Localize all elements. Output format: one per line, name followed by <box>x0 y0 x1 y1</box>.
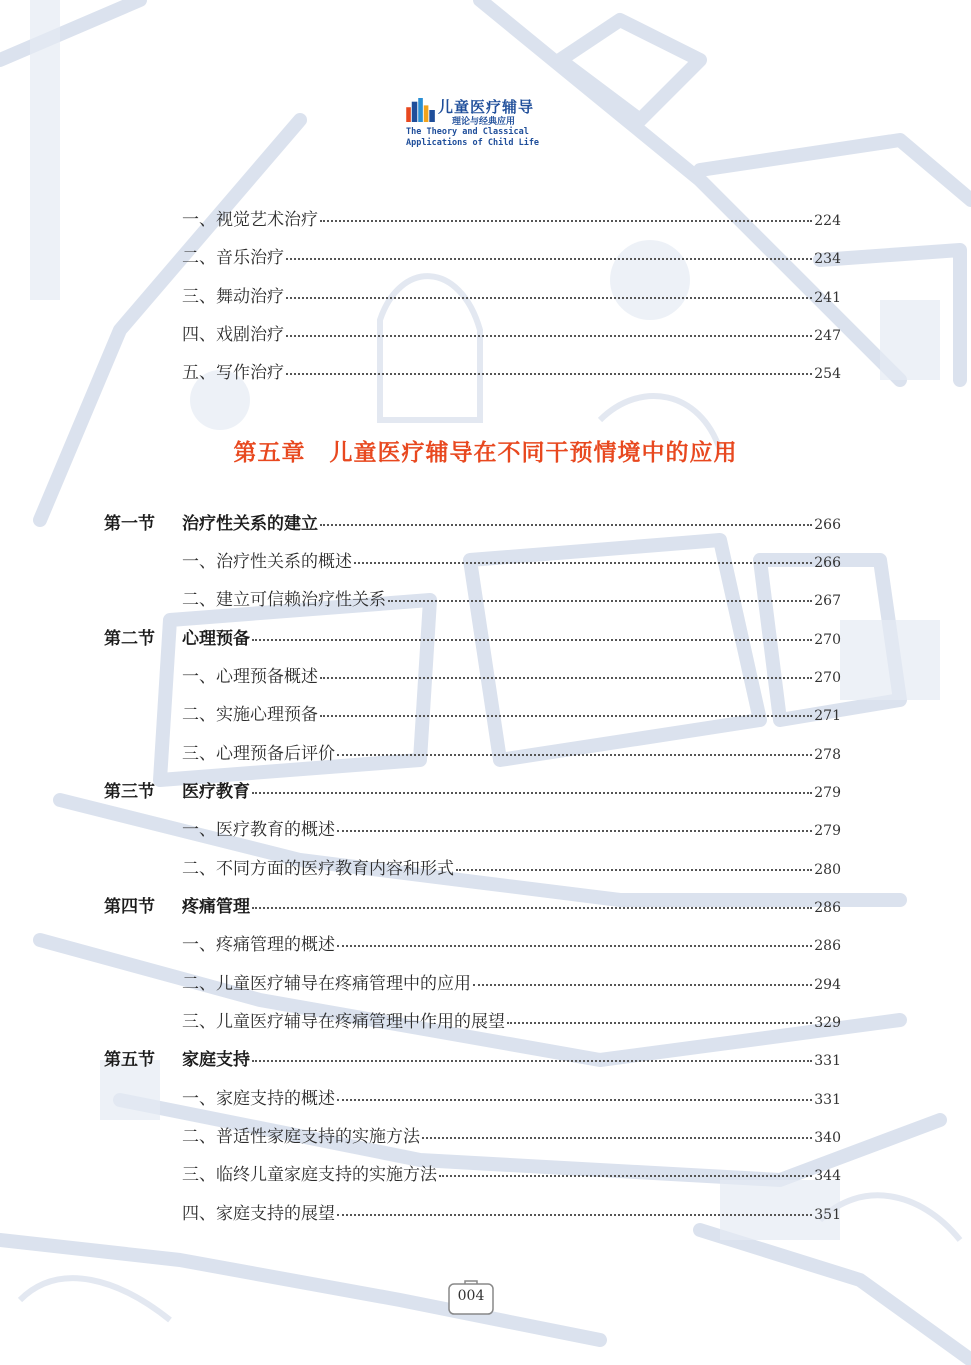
toc-entry-label: 二、不同方面的医疗教育内容和形式 <box>182 859 454 879</box>
toc-entry-label: 一、心理预备概述 <box>182 667 318 687</box>
toc-entry[interactable] <box>0 665 971 689</box>
toc-section-label: 医疗教育 <box>182 782 250 802</box>
toc-entry[interactable] <box>0 1163 971 1187</box>
toc-entry-label: 三、临终儿童家庭支持的实施方法 <box>182 1165 437 1185</box>
dot-leader <box>388 600 812 602</box>
chapter-title: 第五章 儿童医疗辅导在不同干预情境中的应用 <box>233 440 738 466</box>
toc-entry-page: 278 <box>814 747 841 763</box>
toc-entry[interactable] <box>0 323 971 347</box>
toc-section[interactable] <box>0 1048 971 1072</box>
section-number: 第五节 <box>104 1050 155 1070</box>
toc-entry-label: 三、舞动治疗 <box>182 287 284 307</box>
dot-leader <box>286 373 812 375</box>
toc-entry-label: 一、视觉艺术治疗 <box>182 210 318 230</box>
toc-entry-label: 三、儿童医疗辅导在疼痛管理中作用的展望 <box>182 1012 505 1032</box>
toc-entry-page: 267 <box>814 593 841 609</box>
toc-entry-label: 三、心理预备后评价 <box>182 744 335 764</box>
toc-entry[interactable] <box>0 246 971 270</box>
toc-entry-label: 一、治疗性关系的概述 <box>182 552 352 572</box>
toc-entry-label: 二、普适性家庭支持的实施方法 <box>182 1127 420 1147</box>
toc-entry-page: 271 <box>814 708 841 724</box>
toc-entry-page: 286 <box>814 900 841 916</box>
logo-english-line1: The Theory and Classical <box>406 127 529 137</box>
toc-section[interactable] <box>0 895 971 919</box>
toc-entry[interactable] <box>0 361 971 385</box>
dot-leader <box>252 639 812 641</box>
toc-entry-label: 一、医疗教育的概述 <box>182 820 335 840</box>
toc-entry-label: 二、儿童医疗辅导在疼痛管理中的应用 <box>182 974 471 994</box>
toc-entry-page: 241 <box>814 290 841 306</box>
dot-leader <box>286 258 812 260</box>
toc-entry-page: 280 <box>814 862 841 878</box>
page-number: 004 <box>457 1288 485 1304</box>
toc-entry-page: 266 <box>814 555 841 571</box>
toc-entry-page: 279 <box>814 823 841 839</box>
toc-section-label: 家庭支持 <box>182 1050 250 1070</box>
dot-leader <box>252 1060 812 1062</box>
toc-entry-page: 224 <box>814 213 841 229</box>
toc-entry-page: 234 <box>814 251 841 267</box>
dot-leader <box>456 869 812 871</box>
toc-entry-label: 二、建立可信赖治疗性关系 <box>182 590 386 610</box>
toc-section[interactable] <box>0 780 971 804</box>
toc-entry-label: 一、疼痛管理的概述 <box>182 935 335 955</box>
dot-leader <box>337 945 812 947</box>
toc-entry[interactable] <box>0 742 971 766</box>
toc-entry-label: 一、家庭支持的概述 <box>182 1089 335 1109</box>
section-number: 第四节 <box>104 897 155 917</box>
toc-entry-page: 344 <box>814 1168 841 1184</box>
toc-section-label: 治疗性关系的建立 <box>182 514 318 534</box>
toc-entry-page: 294 <box>814 977 841 993</box>
dot-leader <box>286 297 812 299</box>
dot-leader <box>320 524 812 526</box>
toc-entry-page: 331 <box>814 1053 841 1069</box>
toc-entry[interactable] <box>0 1125 971 1149</box>
toc-entry-label: 二、音乐治疗 <box>182 248 284 268</box>
toc-entry[interactable] <box>0 1202 971 1226</box>
dot-leader <box>507 1022 812 1024</box>
city-building-icon <box>404 98 438 122</box>
section-number: 第一节 <box>104 514 155 534</box>
toc-entry-label: 四、戏剧治疗 <box>182 325 284 345</box>
dot-leader <box>337 830 812 832</box>
toc-entry[interactable] <box>0 208 971 232</box>
dot-leader <box>473 984 812 986</box>
toc-entry-label: 五、写作治疗 <box>182 363 284 383</box>
toc-section[interactable] <box>0 627 971 651</box>
toc-entry[interactable] <box>0 588 971 612</box>
page-number-badge <box>448 1280 494 1314</box>
toc-section-label: 疼痛管理 <box>182 897 250 917</box>
toc-entry[interactable] <box>0 550 971 574</box>
toc-entry-page: 351 <box>814 1207 841 1223</box>
toc-entry[interactable] <box>0 703 971 727</box>
dot-leader <box>286 335 812 337</box>
toc-entry[interactable] <box>0 933 971 957</box>
toc-section-label: 心理预备 <box>182 629 250 649</box>
dot-leader <box>439 1175 812 1177</box>
toc-entry-page: 329 <box>814 1015 841 1031</box>
toc-entry-label: 四、家庭支持的展望 <box>182 1204 335 1224</box>
section-number: 第二节 <box>104 629 155 649</box>
toc-entry[interactable] <box>0 972 971 996</box>
toc-entry[interactable] <box>0 1010 971 1034</box>
toc-entry-label: 二、实施心理预备 <box>182 705 318 725</box>
dot-leader <box>320 220 812 222</box>
toc-entry-page: 247 <box>814 328 841 344</box>
dot-leader <box>354 562 812 564</box>
dot-leader <box>337 754 812 756</box>
toc-entry-page: 331 <box>814 1092 841 1108</box>
book-logo <box>404 94 574 154</box>
toc-entry-page: 279 <box>814 785 841 801</box>
toc-entry-page: 286 <box>814 938 841 954</box>
toc-entry[interactable] <box>0 818 971 842</box>
logo-subtitle: 理论与经典应用 <box>452 117 516 127</box>
toc-entry-page: 270 <box>814 670 841 686</box>
toc-entry-page: 340 <box>814 1130 841 1146</box>
logo-english-line2: Applications of Child Life <box>406 137 540 148</box>
logo-title: 儿童医疗辅导 <box>438 98 535 116</box>
dot-leader <box>337 1099 812 1101</box>
dot-leader <box>422 1137 812 1139</box>
section-number: 第三节 <box>104 782 155 802</box>
dot-leader <box>320 715 812 717</box>
toc-entry[interactable] <box>0 285 971 309</box>
dot-leader <box>337 1214 812 1216</box>
toc-entry-page: 266 <box>814 517 841 533</box>
dot-leader <box>320 677 812 679</box>
dot-leader <box>252 907 812 909</box>
toc-entry-page: 254 <box>814 366 841 382</box>
toc-entry[interactable] <box>0 857 971 881</box>
dot-leader <box>252 792 812 794</box>
toc-entry[interactable] <box>0 1087 971 1111</box>
toc-entry-page: 270 <box>814 632 841 648</box>
toc-section[interactable] <box>0 512 971 536</box>
logo-english-title <box>406 127 539 148</box>
